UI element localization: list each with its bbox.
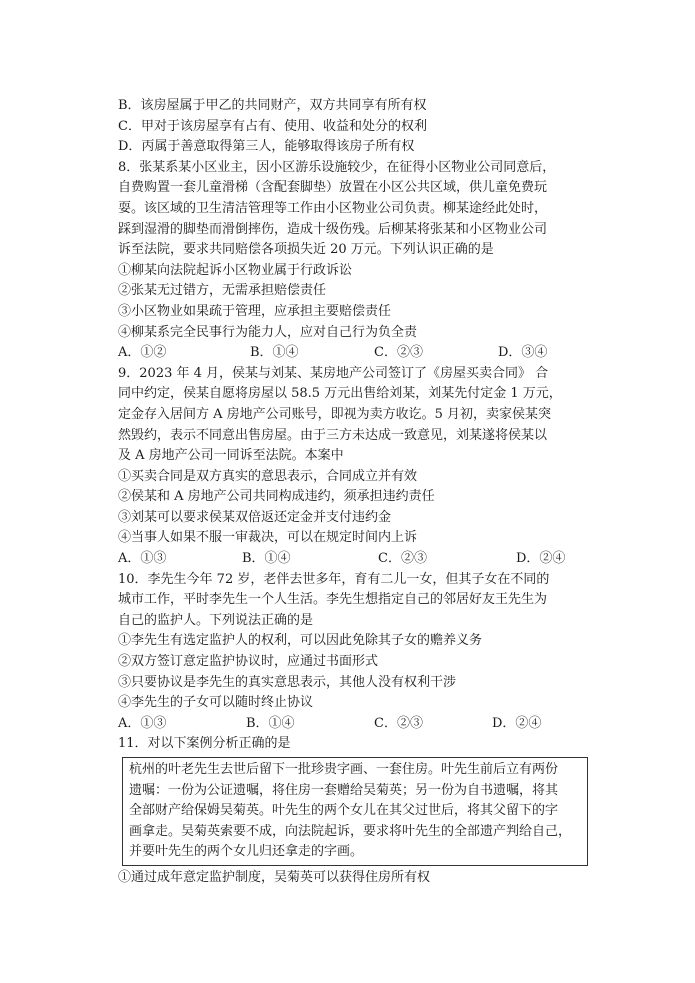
- q10-choices: [118, 714, 588, 735]
- q8-stem-line: 耍。该区域的卫生清洁管理等工作由小区物业公司负责。柳某途经此处时，: [118, 200, 548, 216]
- q10-stem-line: 10．李先生今年 72 岁，老伴去世多年，育有二儿一女，但其子女在不同的: [118, 571, 550, 587]
- q8-choice-a: A．①②: [118, 345, 167, 361]
- question-8: [118, 158, 588, 364]
- q11-stem: 11．对以下案例分析正确的是: [118, 736, 291, 752]
- q10-stem-line: 自己的监护人。下列说法正确的是: [118, 612, 314, 628]
- question-9: [118, 364, 588, 570]
- question-11: [118, 734, 588, 888]
- q9-item-1: ①买卖合同是双方真实的意思表示，合同成立并有效: [118, 468, 418, 484]
- case-line: 遗嘱：一份为公证遗嘱，将住房一套赠给吴菊英；另一份为自书遗嘱，将其: [129, 782, 559, 798]
- q8-stem-line: 诉至法院，要求共同赔偿各项损失近 20 万元。下列认识正确的是: [118, 242, 494, 258]
- q8-stem-line: 自费购置一套儿童滑梯（含配套脚垫）放置在小区公共区域，供儿童免费玩: [118, 180, 548, 196]
- q7-option-c: C．甲对于该房屋享有占有、使用、收益和处分的权利: [118, 118, 427, 134]
- q9-stem-line: 9．2023 年 4 月，侯某与刘某、某房地产公司签订了《房屋买卖合同》 合: [118, 365, 549, 381]
- q10-item-1: ①李先生有选定监护人的权利，可以因此免除其子女的赡养义务: [118, 633, 483, 649]
- q9-item-3: ③刘某可以要求侯某双倍返还定金并支付违约金: [118, 509, 392, 525]
- q7-option-d: D．丙属于善意取得第三人，能够取得该房子所有权: [118, 139, 415, 155]
- q9-stem-line: 然毁约，表示不同意出售房屋。由于三方未达成一致意见，刘某遂将侯某以: [118, 427, 548, 443]
- q10-item-3: ③只要协议是李先生的真实意思表示，其他人没有权利干涉: [118, 674, 457, 690]
- case-line: 杭州的叶老先生去世后留下一批珍贵字画、一套住房。叶先生前后立有两份: [129, 762, 559, 777]
- case-line: 画拿走。吴菊英索要不成，向法院起诉，要求将叶先生的全部遗产判给自己，: [129, 823, 572, 839]
- q8-item-4: ④柳某系完全民事行为能力人，应对自己行为负全责: [118, 324, 418, 340]
- q10-choice-c: C．②③: [374, 715, 423, 731]
- q10-choice-b: B．①④: [246, 715, 295, 731]
- question-10: [118, 570, 588, 735]
- q7-options: [118, 96, 588, 158]
- q8-choice-c: C．②③: [374, 345, 423, 361]
- q10-stem-line: 城市工作，平时李先生一个人生活。李先生想指定自己的邻居好友王先生为: [118, 592, 548, 608]
- q9-choices: [118, 549, 588, 570]
- q9-choice-c: C．②③: [378, 551, 427, 567]
- q8-stem-line: 8．张某系某小区业主，因小区游乐设施较少，在征得小区物业公司同意后，: [118, 159, 556, 175]
- case-line: 全部财产给保姆吴菊英。叶先生的两个女儿在其父过世后，将其父留下的字: [129, 803, 559, 819]
- q8-stem-line: 踩到湿滑的脚垫而滑倒摔伤，造成十级伤残。后柳某将张某和小区物业公司: [118, 221, 548, 237]
- q9-choice-d: D．②④: [516, 551, 566, 567]
- q7-option-b: B．该房屋属于甲乙的共同财产，双方共同享有所有权: [118, 98, 427, 113]
- q8-item-3: ③小区物业如果疏于管理，应承担主要赔偿责任: [118, 303, 392, 319]
- q10-choice-d: D．②④: [492, 715, 542, 731]
- q10-item-4: ④李先生的子女可以随时终止协议: [118, 695, 314, 711]
- q8-item-2: ②张某无过错方，无需承担赔偿责任: [118, 283, 327, 299]
- q11-item-1: ①通过成年意定监护制度，吴菊英可以获得住房所有权: [118, 869, 431, 885]
- q8-choice-d: D．③④: [498, 345, 548, 361]
- q8-item-1: ①柳某向法院起诉小区物业属于行政诉讼: [118, 262, 353, 278]
- q9-item-2: ②侯某和 A 房地产公司共同构成违约，须承担违约责任: [118, 489, 435, 505]
- exam-page: [118, 96, 588, 889]
- q9-choice-b: B．①④: [242, 551, 291, 567]
- q10-item-2: ②双方签订意定监护协议时，应通过书面形式: [118, 654, 379, 670]
- q9-stem-line: 定金存入居间方 A 房地产公司账号，即视为卖方收讫。5 月初，卖家侯某突: [118, 406, 552, 422]
- q9-stem-line: 同中约定，侯某自愿将房屋以 58.5 万元出售给刘某，刘某先付定金 1 万元，: [118, 386, 562, 402]
- q8-choice-b: B．①④: [250, 345, 299, 361]
- q10-choice-a: A．①③: [118, 715, 167, 731]
- q9-stem-line: 及 A 房地产公司一同诉至法院。本案中: [118, 448, 344, 464]
- case-line: 并要叶先生的两个女儿归还拿走的字画。: [129, 844, 364, 860]
- q9-item-4: ④当事人如果不服一审裁决，可以在规定时间内上诉: [118, 530, 418, 546]
- q9-choice-a: A．①③: [118, 551, 167, 567]
- case-box: [122, 757, 588, 866]
- q8-choices: [118, 343, 588, 364]
